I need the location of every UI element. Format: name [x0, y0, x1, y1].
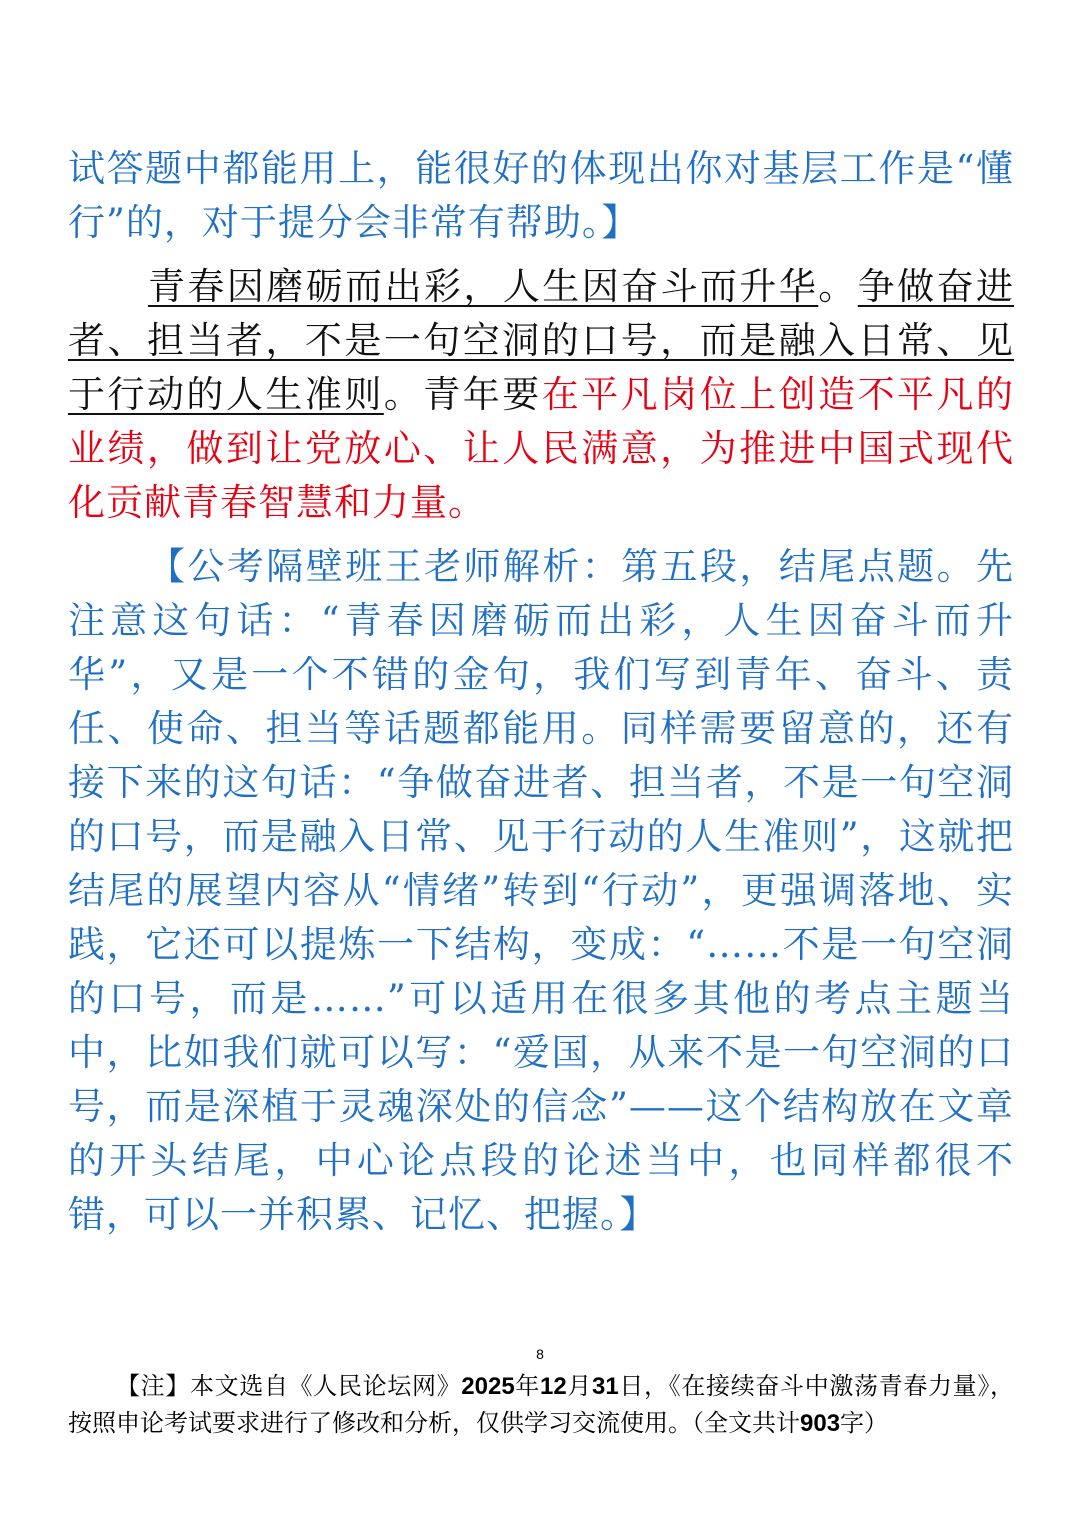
article-body [68, 142, 1014, 1242]
footnote-end-text: 字） [840, 1409, 889, 1437]
period-text: 。 [818, 265, 858, 308]
source-footnote [68, 1368, 1014, 1442]
footnote-year: 2025 [461, 1373, 515, 1400]
page-number: 8 [536, 1346, 544, 1362]
analysis-continuation-paragraph: 试答题中都能用上，能很好的体现出你对基层工作是“懂行”的，对于提分会非常有帮助。】 [68, 147, 1014, 244]
conclusion-paragraph [68, 260, 1014, 530]
teacher-analysis-paragraph: 【公考隔壁班王老师解析：第五段，结尾点题。先注意这句话：“青春因磨砺而出彩，人生因奋斗而升华”，又是一个不错的金句，我们写到青年、奋斗、责任、使命、担当等话题都能用。同样需要留意的，还有接下来的这句话：“争做奋进者、担当者，不是一句空洞的口号，而是融入日常、见于行动的人生准则”，这就把结尾的展望内容从“情绪”转到“行动”，更强调落地、实践，它还可以提炼一下结构，变成：“……不是一句空洞的口号，而是……”可以适用在很多其他的考点主题当中，比如我们就可以写：“爱国，从来不是一句空洞的口号，而是深植于灵魂深处的信念”——这个结构放在文章的开头结尾，中心论点段的论述当中，也同样都很不错，可以一并积累、记忆、把握。】 [68, 545, 1014, 1236]
footnote-day: 31 [592, 1373, 619, 1400]
footnote-title-text: 日，《在接续奋斗中激荡青春力量》，按照申论考试要求进行了修改和分析，仅供学习交流使用。（全文共计 [68, 1372, 1015, 1437]
footnote-word-count: 903 [800, 1410, 841, 1437]
highlight-red-text: 在平凡岗位上创造不平凡的业绩，做到让党放心、让人民满意，为推进中国式现代化贡献青春智慧和力量。 [68, 373, 1015, 524]
footnote-year-unit: 年 [514, 1372, 540, 1400]
youth-lead-text: 。青年要 [383, 373, 542, 416]
golden-sentence-underlined: 青春因磨砺而出彩，人生因奋斗而升华 [148, 265, 819, 308]
footnote-source-text: 【注】本文选自《人民论坛网》 [116, 1372, 462, 1400]
footnote-month: 12 [540, 1373, 567, 1400]
footnote-month-unit: 月 [566, 1372, 593, 1400]
action-sentence-underlined: 争做奋进者、担当者，不是一句空洞的口号，而是融入日常、见于行动的人生准则 [68, 265, 1015, 416]
